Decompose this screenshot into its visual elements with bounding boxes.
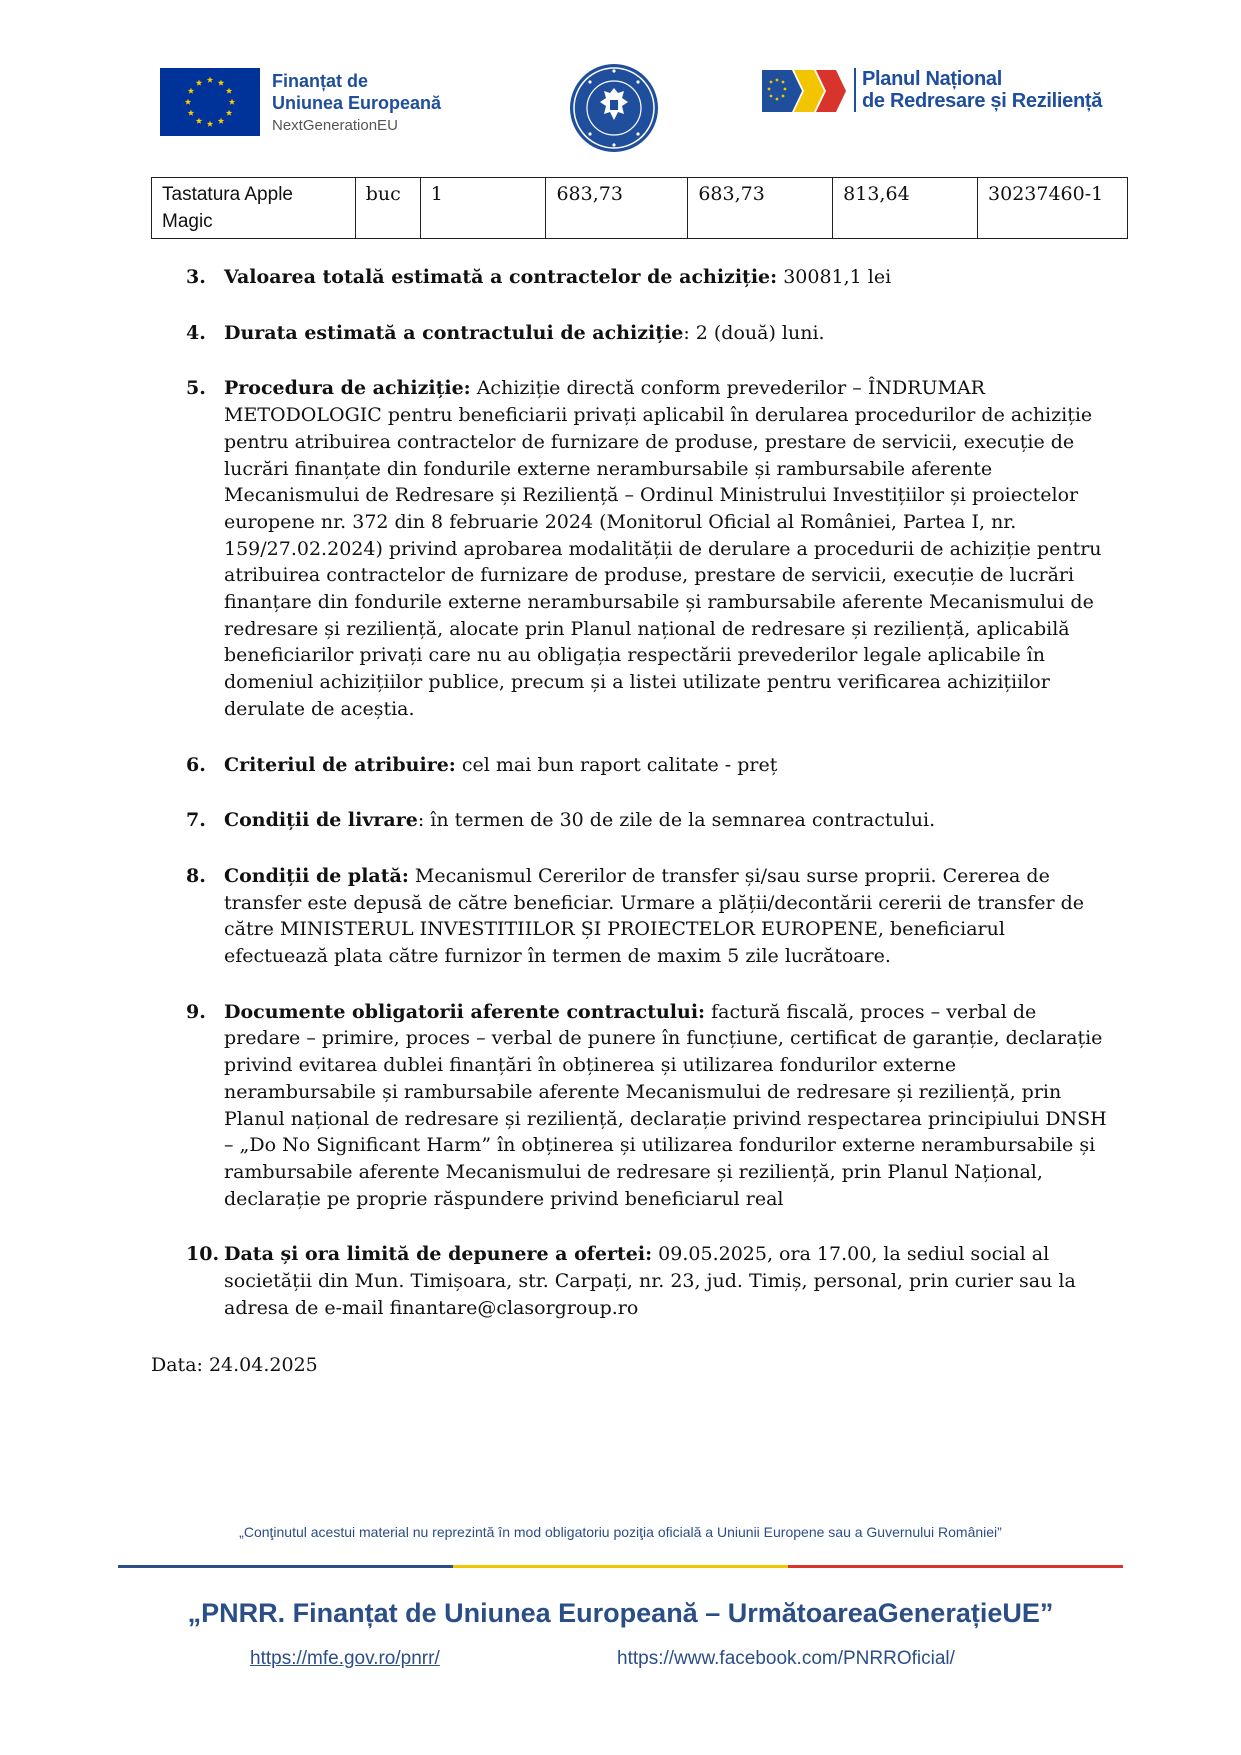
page-header: [0, 58, 1241, 148]
items-table: [151, 177, 1128, 239]
clause-title: Data și ora limită de depunere a ofertei:: [224, 1243, 653, 1266]
clause-title: Condiții de plată:: [224, 864, 409, 887]
item-total-cell: 683,73: [688, 178, 833, 239]
document-date: Data: 24.04.2025: [151, 1354, 318, 1376]
footer-divider-red: [788, 1565, 1123, 1568]
clause-title: Condiții de livrare: [224, 809, 418, 832]
clause-procedure: [186, 375, 1111, 722]
clause-text: cel mai bun raport calitate - preț: [455, 753, 778, 776]
clause-number: 10.: [186, 1243, 220, 1266]
clause-text: : 2 (două) luni.: [683, 321, 825, 344]
item-cpv-code-cell: 30237460-1: [978, 178, 1128, 239]
eu-funding-text: [272, 70, 441, 138]
table-row: [152, 178, 1128, 239]
pnrr-line-2: de Redresare și Reziliență: [862, 90, 1103, 112]
clause-text: factură fiscală, proces – verbal de predare – primire, proces – verbal de punere în funcțiune, certificat de garanție, declarație privind evitarea dublei finanțări în obținerea și utilizarea fondurilor externe nerambursabile și rambursabile aferente Mecanismului de redresare și reziliență, prin Planul național de redresare și reziliență, declarație privind respectarea principiului DNSH – „Do No Significant Harm” în obținerea și utilizarea fondurilor externe nerambursabile și rambursabile aferente Mecanismului de redresare și reziliență, prin Planul Național, declarație pe proprie răspundere privind beneficiarul real: [224, 1000, 1107, 1210]
eu-line-1: Finanțat de: [272, 71, 369, 91]
clause-text: 30081,1 lei: [777, 266, 892, 288]
eu-line-2: Uniunea Europeană: [272, 93, 442, 113]
footer-divider-blue: [118, 1565, 453, 1568]
facebook-pnrr-link[interactable]: https://www.facebook.com/PNRROficial/: [617, 1648, 955, 1669]
item-quantity-cell: 1: [420, 178, 546, 239]
clause-number: 9.: [186, 1000, 206, 1023]
item-total-vat-cell: 813,64: [833, 178, 978, 239]
item-name-cell: Tastatura Apple Magic: [152, 178, 356, 239]
clause-number: 3.: [186, 266, 206, 288]
clause-duration: [186, 320, 1111, 347]
clause-number: 6.: [186, 753, 206, 776]
clause-title: Documente obligatorii aferente contractului:: [224, 1000, 706, 1023]
clause-total-value: [186, 264, 1111, 291]
footer-divider: [118, 1565, 1123, 1568]
clause-documents: [186, 999, 1111, 1213]
item-unit-price-cell: 683,73: [546, 178, 688, 239]
footer-links: [0, 1648, 1241, 1674]
clause-text: Mecanismul Cererilor de transfer și/sau surse proprii. Cererea de transfer este depusă de către beneficiar. Urmare a plății/decontării cererii de transfer de către MINISTERUL INVESTITIILOR ȘI PROIECTELOR EUROPENE, beneficiarul efectuează plata către furnizor în termen de maxim 5 zile lucrătoare.: [224, 864, 1085, 968]
eu-funding-logo: [160, 68, 490, 138]
clause-number: 4.: [186, 321, 206, 344]
pnrr-logo: [762, 66, 1142, 126]
pnrr-line-1: Planul Național: [862, 68, 1002, 90]
clause-number: 5.: [186, 377, 206, 400]
pnrr-logo-text: [854, 68, 1102, 112]
clause-text: 09.05.2025, ora 17.00, la sediul social al societății din Mun. Timișoara, str. Carpați, nr. 23, jud. Timiș, personal, prin curier sau la adresa de e-mail finantare@clasorgroup.ro: [224, 1243, 1076, 1319]
clause-award-criterion: [186, 752, 1111, 779]
clause-number: 8.: [186, 864, 206, 887]
item-unit-cell: buc: [355, 178, 420, 239]
eu-flag-icon: [160, 68, 260, 136]
clause-title: Valoarea totală estimată a contractelor de achiziție:: [224, 266, 778, 288]
clause-text: : în termen de 30 de zile de la semnarea contractului.: [417, 809, 936, 832]
clause-delivery: [186, 807, 1111, 834]
clause-title: Procedura de achiziție:: [224, 377, 471, 400]
clause-payment: [186, 863, 1111, 970]
clause-deadline: [186, 1241, 1111, 1321]
footer-slogan: „PNRR. Finanțat de Uniunea Europeană – UrmătoareaGenerațieUE”: [187, 1598, 1054, 1628]
romanian-government-seal-icon: [568, 62, 660, 154]
mfe-pnrr-link[interactable]: https://mfe.gov.ro/pnrr/: [250, 1648, 440, 1669]
eu-line-3: NextGenerationEU: [272, 117, 398, 134]
pnrr-flag-logo-icon: [762, 66, 848, 116]
clause-title: Durata estimată a contractului de achiziție: [224, 321, 684, 344]
clause-number: 7.: [186, 809, 206, 832]
clause-title: Criteriul de atribuire:: [224, 753, 456, 776]
clause-text: Achiziție directă conform prevederilor – ÎNDRUMAR METODOLOGIC pentru beneficiarii privați aplicabil în derularea procedurilor de achiziție pentru atribuirea contractelor de furnizare de produse, prestare de servicii, execuție de lucrări finanțate din fondurile externe nerambursabile și rambursabile aferente Mecanismului de Redresare și Reziliență – Ordinul Ministrului Investițiilor și proiectelor europene nr. 372 din 8 februarie 2024 (Monitorul Oficial al României, Partea I, nr. 159/27.02.2024) privind aprobarea modalității de derulare a procedurii de achiziție pentru atribuirea contractelor de furnizare de produse, prestare de servicii, execuție de lucrări finanțare din fondurile externe nerambursabile și rambursabile aferente Mecanismului de redresare și reziliență, alocate prin Planul național de redresare și reziliență, aplicabilă beneficiarilor privați care nu au obligația respectării prevederilor legale aplicabile în domeniul achizițiilor publice, precum și a listei utilizate pentru verificarea achizițiilor derulate de aceștia.: [224, 377, 1102, 720]
clauses-list: [186, 264, 1111, 1351]
footer-disclaimer: „Conţinutul acestui material nu reprezintă în mod obligatoriu poziţia oficială a Uniunii Europene sau a Guvernului României”: [239, 1524, 1002, 1540]
footer-divider-yellow: [453, 1565, 788, 1568]
